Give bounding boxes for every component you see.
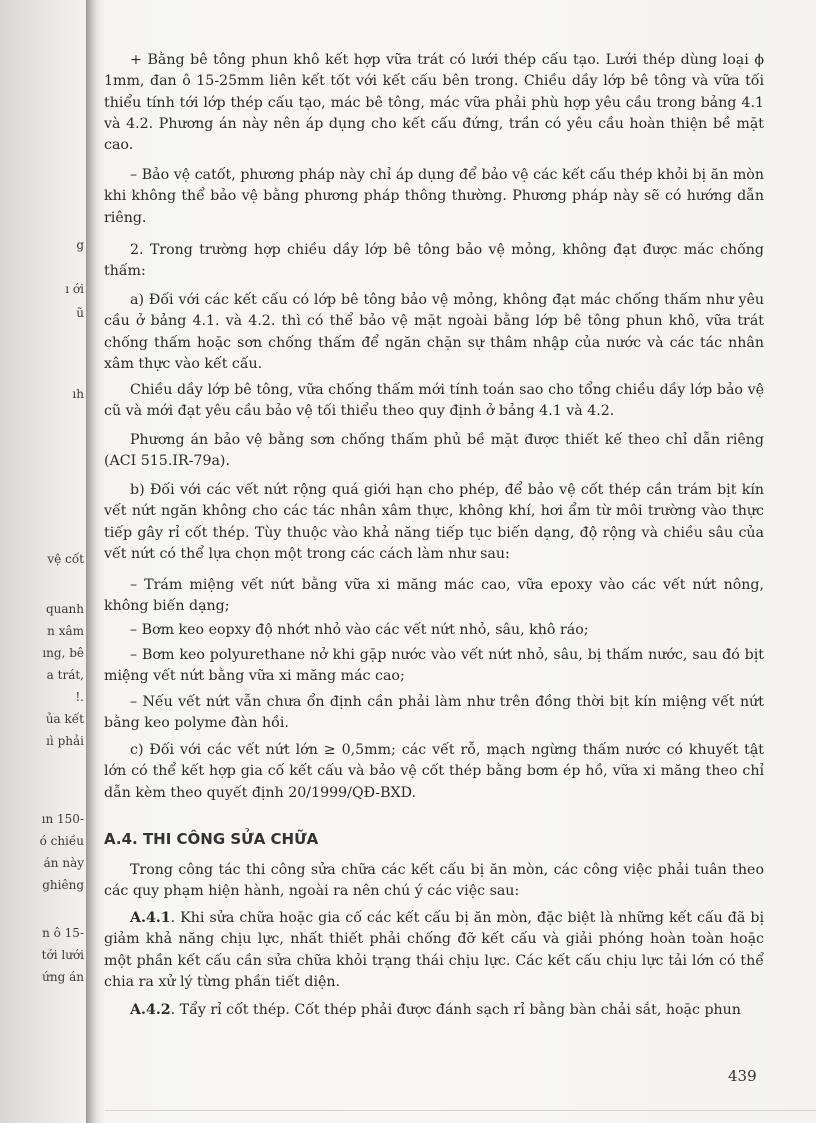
paragraph xyxy=(104,908,764,993)
paragraph: – Nếu vết nứt vẫn chưa ổn định cần phải làm như trên đồng thời bịt kín miệng vết nứt bằng keo polyme đàn hồi. xyxy=(104,694,764,732)
paragraph: Trong công tác thi công sửa chữa các kết cấu bị ăn mòn, các công việc phải tuân theo các quy phạm hiện hành, ngoài ra nên chú ý các việc sau: xyxy=(104,862,764,900)
paragraph: c) Đối với các vết nứt lớn ≥ 0,5mm; các vết rỗ, mạch ngừng thấm nước có khuyết tật lớn có thể kết hợp gia cố kết cấu và bảo vệ cốt thép bằng bơm ép hồ, vữa xi măng theo chỉ dẫn kèm theo quyết định 20/1999/QĐ-BXD. xyxy=(104,742,764,801)
paragraph: – Trám miệng vết nứt bằng vữa xi măng mác cao, vữa epoxy vào các vết nứt nông, không biến dạng; xyxy=(104,577,764,615)
margin-fragment: quanh xyxy=(45,602,84,616)
paragraph: – Bơm keo eopxy độ nhớt nhỏ vào các vết nứt nhỏ, sâu, khô ráo; xyxy=(130,622,589,638)
margin-fragment: ıì phải xyxy=(46,734,84,748)
paragraph: – Bơm keo polyurethane nở khi gặp nước vào vết nứt nhỏ, sâu, bị thấm nước, sau đó bịt miệng vết nứt bằng vữa xi măng mác cao; xyxy=(104,647,764,685)
margin-fragment: ın 150- xyxy=(41,812,84,826)
margin-fragment: ứng án xyxy=(42,970,84,984)
clause-text: . Tẩy rỉ cốt thép. Cốt thép phải được đánh sạch rỉ bằng bàn chải sắt, hoặc phun xyxy=(170,1002,741,1018)
paragraph: a) Đối với các kết cấu có lớp bê tông bảo vệ mỏng, không đạt mác chống thấm như yêu cầu ở bảng 4.1. và 4.2. thì có thể bảo vệ mặt ngoài bằng lớp bê tông phun khô, vữa trát chống thấm hoặc sơn chống thấm để ngăn chặn sự thâm nhập của nước và các tác nhân xâm thực vào kết cấu. xyxy=(104,292,764,372)
margin-fragment: ıng, bê xyxy=(42,646,84,660)
margin-fragment: !. xyxy=(75,690,84,704)
paragraph: 2. Trong trường hợp chiều dầy lớp bê tông bảo vệ mỏng, không đạt được mác chống thấm: xyxy=(104,242,764,280)
clause-text: . Khi sửa chữa hoặc gia cố các kết cấu bị ăn mòn, đặc biệt là những kết cấu đã bị giảm khả năng chịu lực, nhất thiết phải chống đỡ kết cấu và giải phóng hoàn toàn hoặc một phần kết cấu cần sửa chữa khỏi trạng thái chịu lực. Các kết cấu chịu lực tải lớn có thể chia ra xử lý từng phần tiết diện. xyxy=(104,910,764,990)
paragraph: + Bằng bê tông phun khô kết hợp vữa trát có lưới thép cấu tạo. Lưới thép dùng loại ϕ 1mm, đan ô 15-25mm liên kết tốt với kết cấu bên trong. Chiều dầy lớp bê tông và vữa tối thiểu tính tới lớp thép cấu tạo, mác bê tông, mác vữa phải phù hợp yêu cầu trong bảng 4.1 và 4.2. Phương án này nên áp dụng cho kết cấu đứng, trần có yêu cầu hoàn thiện bề mặt cao. xyxy=(104,52,764,154)
margin-fragment: g xyxy=(76,238,84,252)
clause-label: A.4.1 xyxy=(130,910,171,926)
margin-fragment: vệ cốt xyxy=(47,552,84,566)
margin-fragment: ủa kết xyxy=(45,712,84,726)
paragraph: Phương án bảo vệ bằng sơn chống thấm phủ bề mặt được thiết kế theo chỉ dẫn riêng (ACI 515.IR-79a). xyxy=(104,432,764,470)
margin-fragment: ıh xyxy=(72,387,84,401)
paragraph xyxy=(104,1000,764,1021)
page-number: 439 xyxy=(728,1067,757,1085)
margin-fragment: n xâm xyxy=(47,624,84,638)
margin-fragment: tới lưới xyxy=(41,948,84,962)
margin-fragment: ó chiều xyxy=(39,834,84,848)
margin-fragment: a trát, xyxy=(46,668,84,682)
paragraph: – Bảo vệ catốt, phương pháp này chỉ áp dụng để bảo vệ các kết cấu thép khỏi bị ăn mòn khi không thể bảo vệ bằng phương pháp thông thường. Phương pháp này sẽ có hướng dẫn riêng. xyxy=(104,167,764,226)
paragraph: Chiều dầy lớp bê tông, vữa chống thấm mới tính toán sao cho tổng chiều dầy lớp bảo vệ cũ và mới đạt yêu cầu bảo vệ tối thiểu theo quy định ở bảng 4.1 và 4.2. xyxy=(104,382,764,420)
margin-fragment: án này xyxy=(43,856,84,870)
clause-label: A.4.2 xyxy=(130,1002,171,1018)
paragraph: b) Đối với các vết nứt rộng quá giới hạn cho phép, để bảo vệ cốt thép cần trám bịt kín vết nứt ngăn không cho các tác nhân xâm thực, không khí, hơi ẩm từ môi trường vào thực tiếp gây rỉ cốt thép. Tùy thuộc vào khả năng tiếp tục biến dạng, độ rộng và chiều sâu của vết nứt có thể lựa chọn một trong các cách làm như sau: xyxy=(104,482,764,562)
adjacent-page-margin xyxy=(0,0,86,1123)
margin-fragment: ghiêng xyxy=(42,878,84,892)
section-heading: A.4. THI CÔNG SỬA CHỮA xyxy=(104,830,319,848)
book-spine-shadow xyxy=(86,0,104,1123)
margin-fragment: ı ới xyxy=(65,282,84,296)
margin-fragment: ũ xyxy=(76,306,84,320)
margin-fragment: n ô 15- xyxy=(42,926,84,940)
bottom-rule xyxy=(105,1110,816,1111)
